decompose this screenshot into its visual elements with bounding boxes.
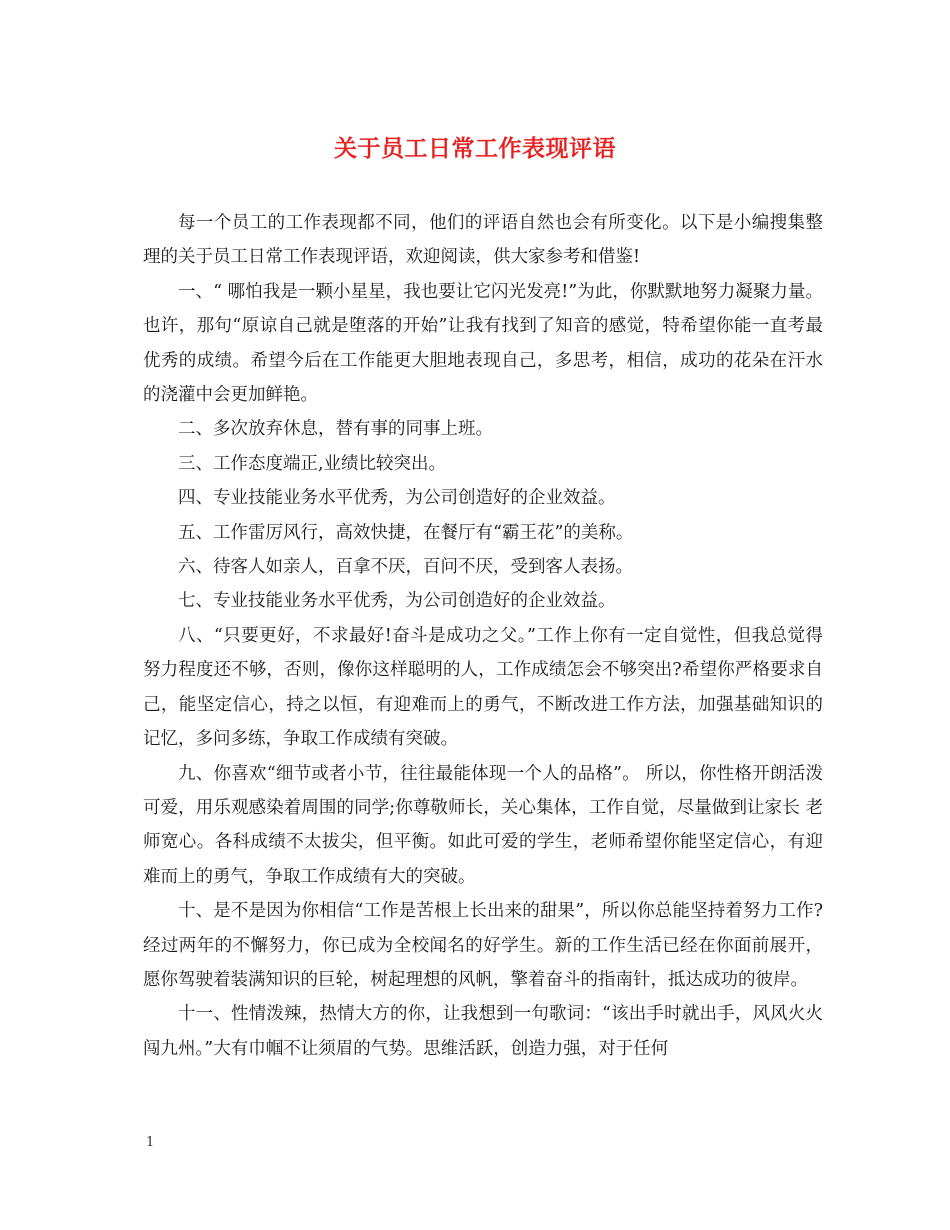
paragraph-9: 九、你喜欢“细节或者小节，往往最能体现一个人的品格”。 所以，你性格开朗活泼可爱，用乐观感染着周围的同学;你尊敬师长，关心集体，工作自觉，尽量做到让家长 老师宽心。各科成绩不太拔尖，但平衡。如此可爱的学生，老师希望你能坚定信心，有迎难而上的勇气，争取工作成绩有大的突破。 [143,763,823,887]
paragraph-intro: 每一个员工的工作表现都不同，他们的评语自然也会有所变化。以下是小编搜集整理的关于员工日常工作表现评语，欢迎阅读，供大家参考和借鉴! [143,213,823,268]
paragraph-5: 五、工作雷厉风行，高效快捷，在餐厅有“霸王花”的美称。 [178,522,634,543]
paragraph-8: 八、“只要更好，不求最好!奋斗是成功之父。”工作上你有一定自觉性，但我总觉得努力程度还不够，否则，像你这样聪明的人，工作成绩怎会不够突出?希望你严格要求自己，能坚定信心，持之以恒，有迎难而上的勇气，不断改进工作方法，加强基础知识的记忆，多问多练，争取工作成绩有突破。 [143,625,823,750]
paragraph-1: 一、“ 哪怕我是一颗小星星，我也要让它闪光发亮!”为此，你默默地努力凝聚力量。也许，那句“原谅自己就是堕落的开始”让我有找到了知音的感觉，特希望你能一直考最优秀的成绩。希望今后在工作能更大胆地表现自己，多思考，相信，成功的花朵在汗水的浇灌中会更加鲜艳。 [143,281,823,406]
document-title: 关于员工日常工作表现评语 [334,136,616,162]
paragraph-3: 三、工作态度端正,业绩比较突出。 [178,453,447,474]
document-body [143,206,823,1066]
paragraph-7: 七、专业技能业务水平优秀，为公司创造好的企业效益。 [178,591,616,612]
paragraph-10: 十、是不是因为你相信“工作是苦根上长出来的甜果”，所以你总能坚持着努力工作?经过两年的不懈努力，你已成为全校闻名的好学生。新的工作生活已经在你面前展开，愿你驾驶着装满知识的巨轮，树起理想的风帆，擎着奋斗的指南针，抵达成功的彼岸。 [143,901,823,990]
paragraph-4: 四、专业技能业务水平优秀，为公司创造好的企业效益。 [178,488,616,509]
paragraph-11: 十一、性情泼辣，热情大方的你，让我想到一句歌词：“该出手时就出手，风风火火闯九州。”大有巾帼不让须眉的气势。思维活跃，创造力强，对于任何 [143,1004,823,1059]
page-number: 1 [146,1135,155,1150]
paragraph-6: 六、待客人如亲人，百拿不厌，百问不厌，受到客人表扬。 [178,557,633,578]
paragraph-2: 二、多次放弃休息，替有事的同事上班。 [178,419,493,440]
